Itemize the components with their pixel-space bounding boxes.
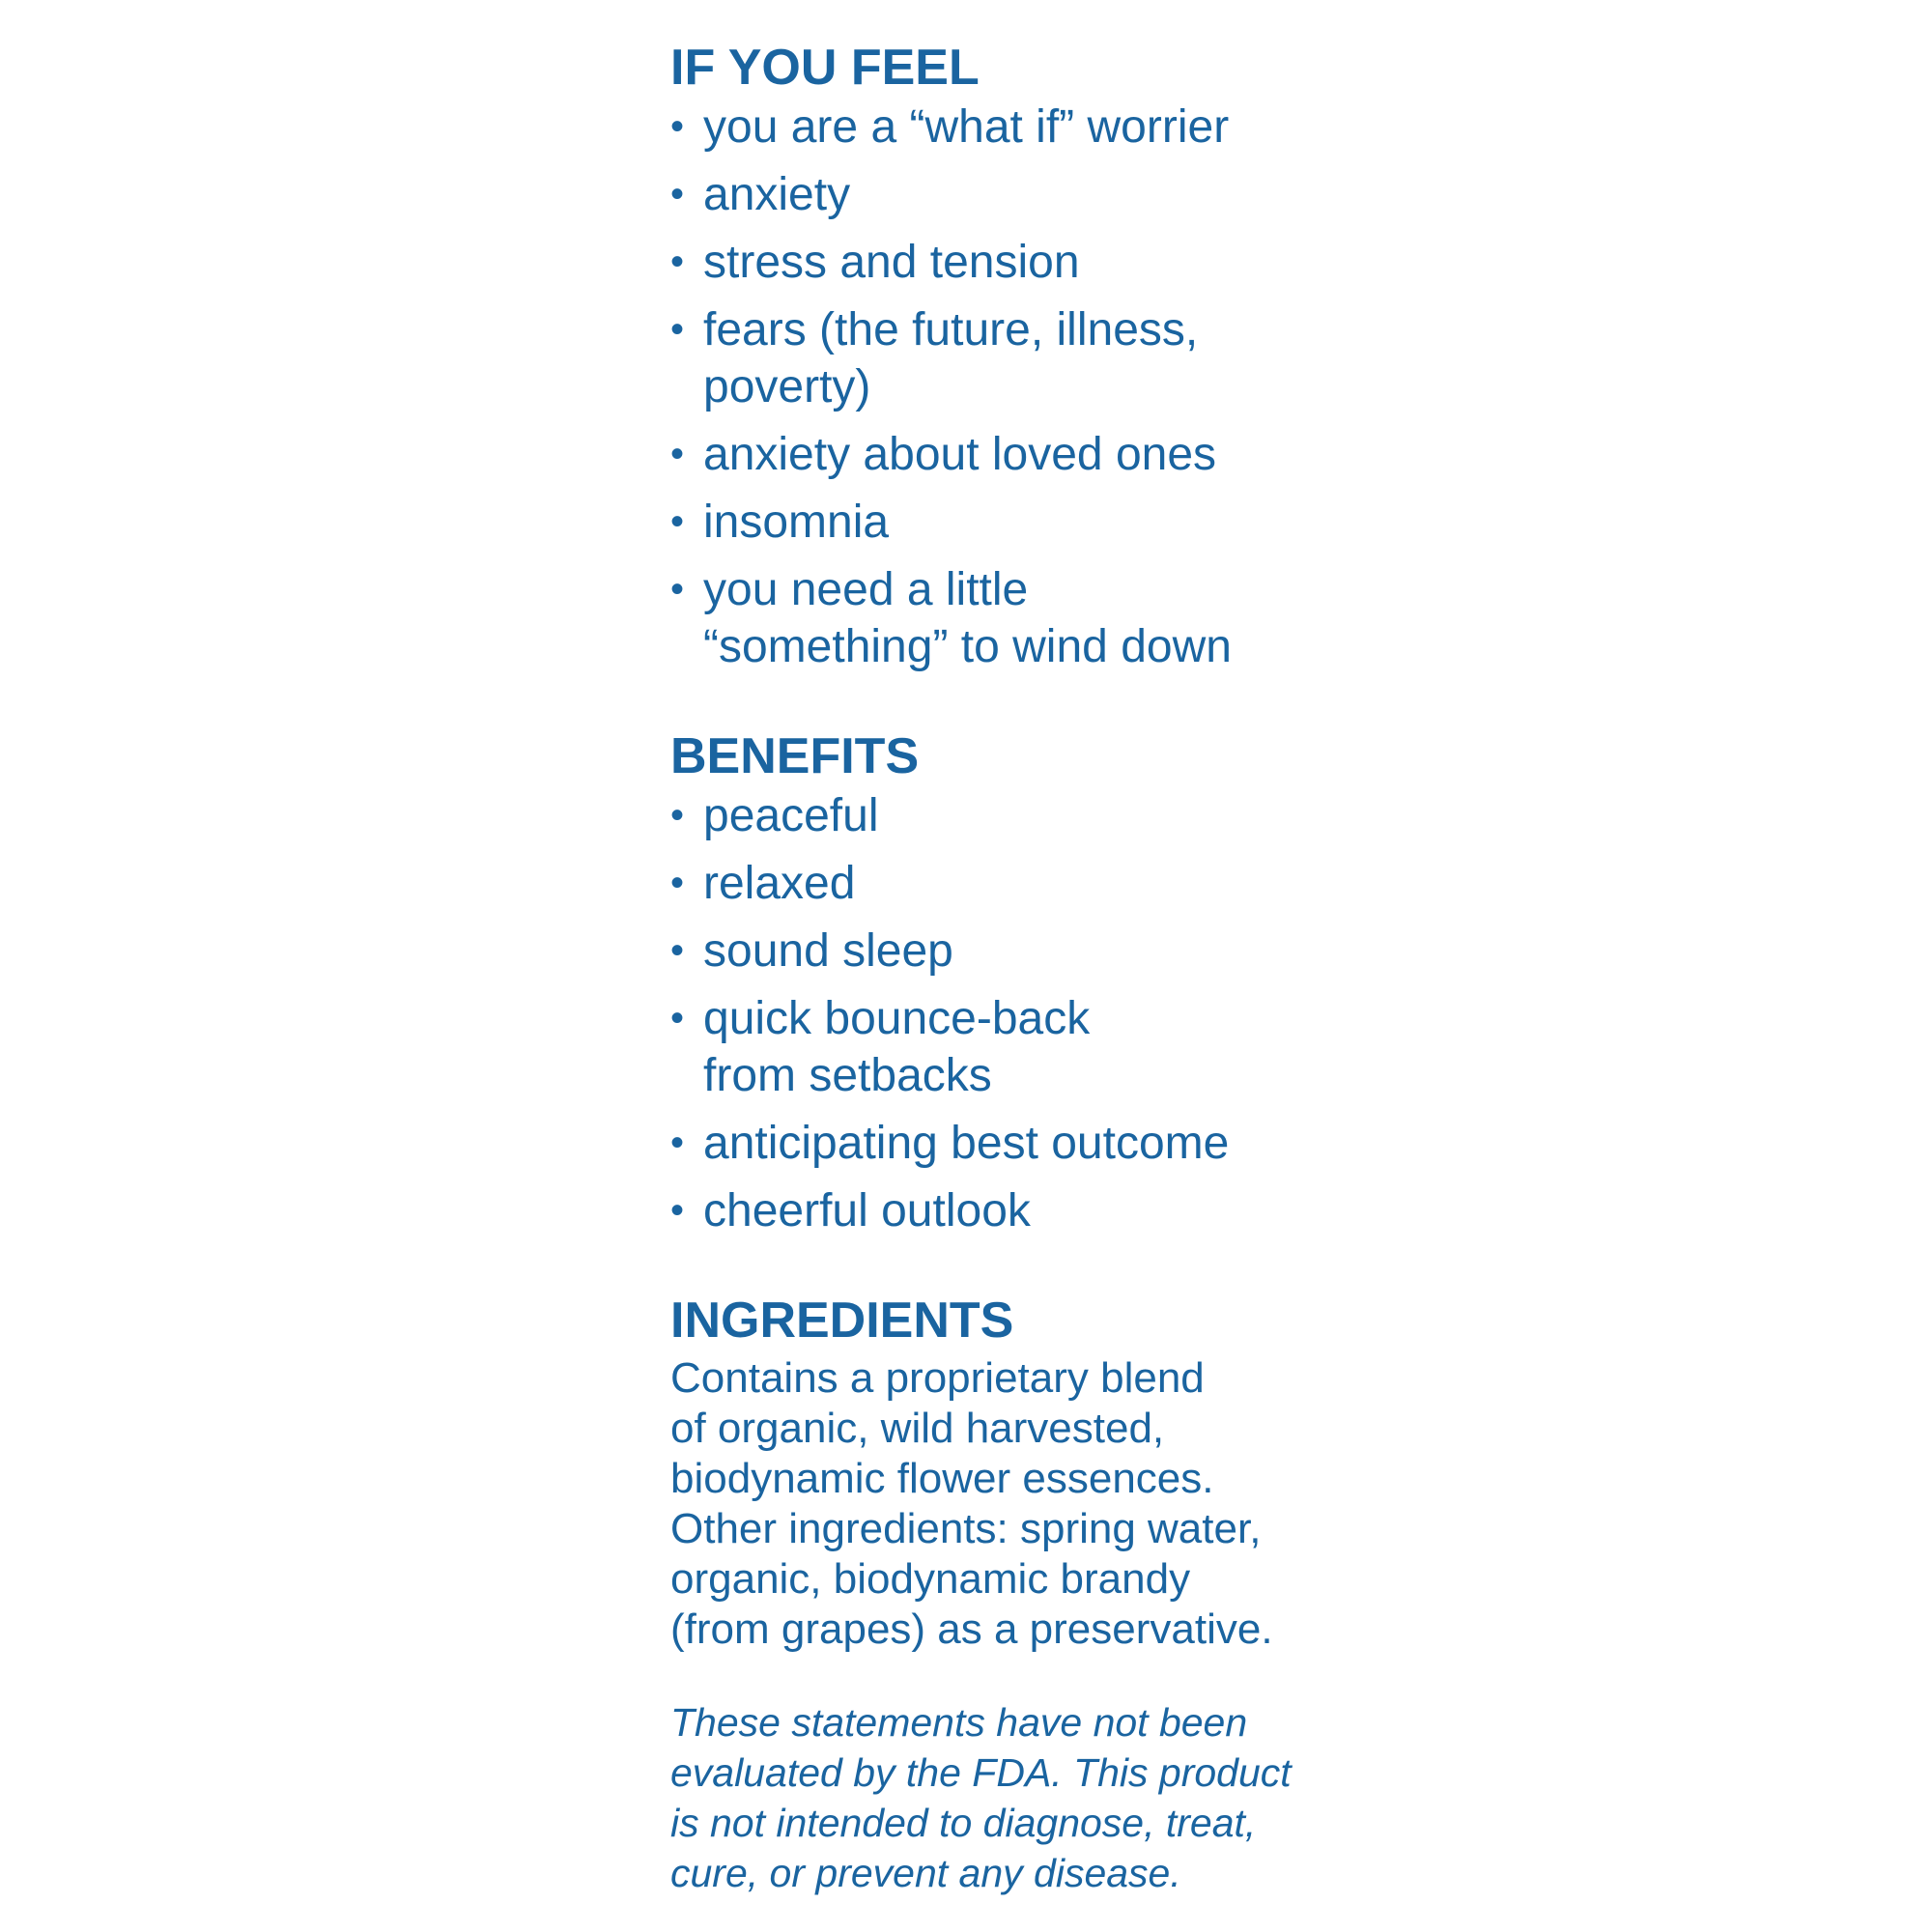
ingredients-line: organic, biodynamic brandy: [670, 1555, 1191, 1603]
bullet-item: [670, 1182, 1366, 1239]
bullet-dot-icon: •: [670, 794, 685, 837]
bullet-text-line: relaxed: [703, 858, 856, 909]
bullet-text-line: fears (the future, illness,: [703, 304, 1199, 355]
bullet-dot-icon: •: [670, 173, 685, 215]
ingredients-line: of organic, wild harvested,: [670, 1405, 1165, 1452]
ingredients-line: Other ingredients: spring water,: [670, 1505, 1262, 1552]
bullet-dot-icon: •: [670, 997, 685, 1039]
bullet-text-line: sound sleep: [703, 925, 953, 977]
bullet-dot-icon: •: [670, 433, 685, 475]
bullet-item: [670, 166, 1366, 223]
ingredients-line: (from grapes) as a preservative.: [670, 1605, 1273, 1653]
ingredients-text: [670, 1353, 1366, 1655]
bullet-item: [670, 494, 1366, 551]
bullet-text-line: insomnia: [703, 497, 890, 548]
bullet-dot-icon: •: [670, 1122, 685, 1164]
bullet-item: [670, 561, 1366, 675]
if-you-feel-heading: IF YOU FEEL: [670, 40, 980, 96]
bullet-item: [670, 301, 1366, 415]
bullet-dot-icon: •: [670, 862, 685, 904]
bullet-item: [670, 855, 1366, 912]
bullet-text-line: from setbacks: [703, 1050, 992, 1101]
disclaimer-line: is not intended to diagnose, treat,: [670, 1801, 1257, 1845]
bullet-text-line: anxiety: [703, 169, 851, 220]
disclaimer-line: evaluated by the FDA. This product: [670, 1750, 1292, 1795]
label-panel: [670, 39, 1366, 1898]
benefits-heading: BENEFITS: [670, 728, 920, 784]
bullet-dot-icon: •: [670, 308, 685, 351]
ingredients-heading: INGREDIENTS: [670, 1293, 1014, 1349]
disclaimer-line: cure, or prevent any disease.: [670, 1851, 1181, 1895]
bullet-text-line: anticipating best outcome: [703, 1118, 1230, 1169]
bullet-item: [670, 990, 1366, 1104]
benefits-section: [670, 727, 1366, 1239]
if-you-feel-list: [670, 99, 1366, 675]
bullet-item: [670, 99, 1366, 156]
bullet-dot-icon: •: [670, 568, 685, 611]
fda-disclaimer: [670, 1697, 1366, 1898]
ingredients-line: Contains a proprietary blend: [670, 1354, 1205, 1402]
bullet-text-line: quick bounce-back: [703, 993, 1091, 1044]
disclaimer-line: These statements have not been: [670, 1700, 1248, 1745]
if-you-feel-section: [670, 39, 1366, 675]
bullet-dot-icon: •: [670, 500, 685, 543]
ingredients-line: biodynamic flower essences.: [670, 1455, 1214, 1502]
benefits-list: [670, 787, 1366, 1239]
bullet-text-line: poverty): [703, 361, 871, 412]
bullet-item: [670, 923, 1366, 980]
bullet-text-line: peaceful: [703, 790, 879, 841]
bullet-text-line: stress and tension: [703, 237, 1080, 288]
bullet-text-line: you are a “what if” worrier: [703, 101, 1230, 153]
bullet-item: [670, 234, 1366, 291]
bullet-item: [670, 787, 1366, 844]
bullet-item: [670, 426, 1366, 483]
bullet-text-line: cheerful outlook: [703, 1185, 1031, 1236]
bullet-text-line: “something” to wind down: [703, 621, 1232, 672]
bullet-text-line: you need a little: [703, 564, 1029, 615]
bullet-dot-icon: •: [670, 1189, 685, 1232]
bullet-dot-icon: •: [670, 929, 685, 972]
bullet-dot-icon: •: [670, 241, 685, 283]
bullet-text-line: anxiety about loved ones: [703, 429, 1217, 480]
ingredients-section: [670, 1292, 1366, 1655]
bullet-item: [670, 1115, 1366, 1172]
bullet-dot-icon: •: [670, 105, 685, 148]
